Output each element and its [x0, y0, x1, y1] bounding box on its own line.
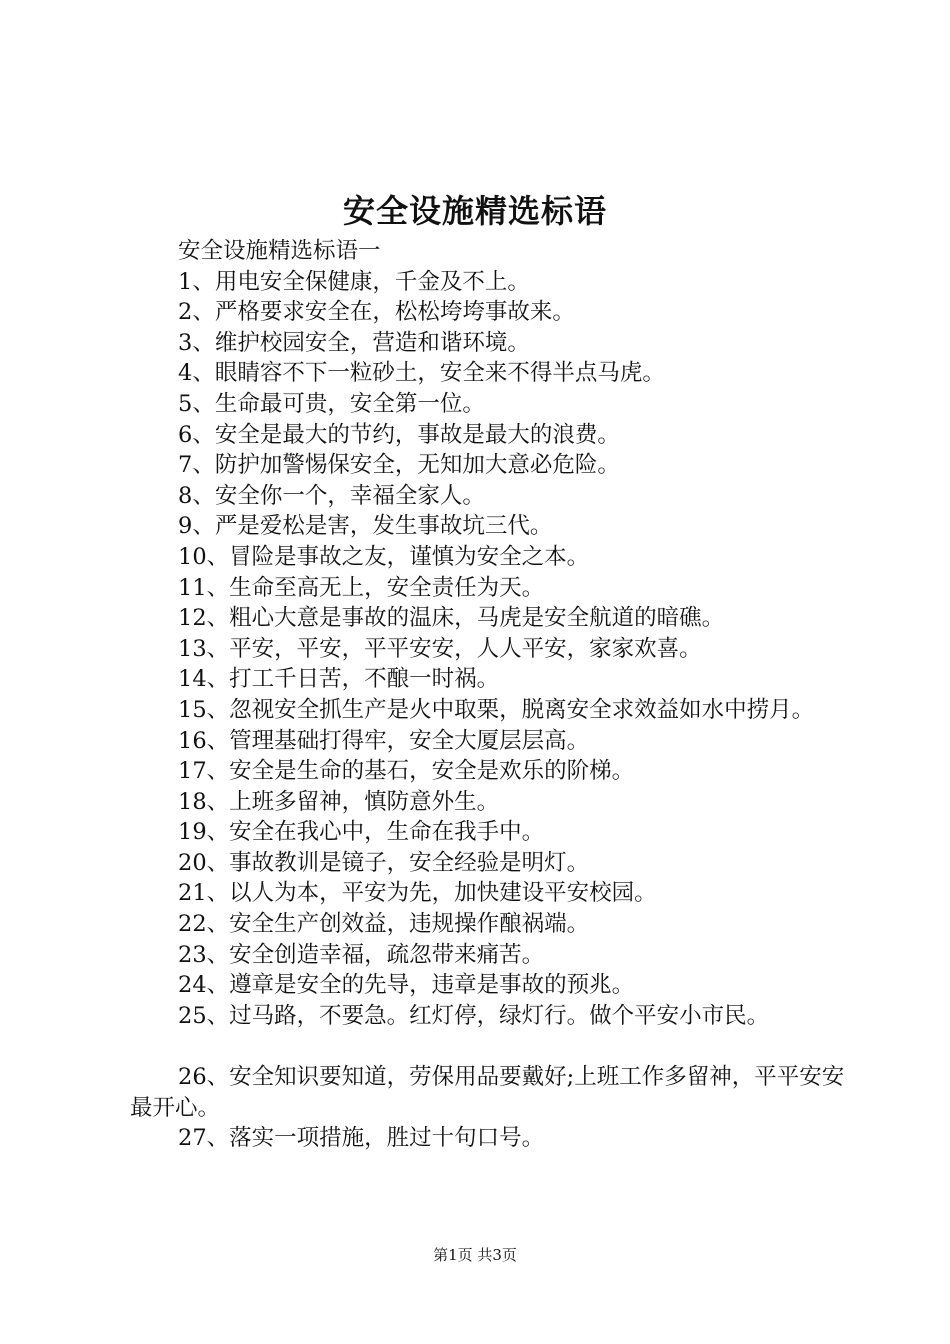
slogan-item: 14、打工千日苦，不酿一时祸。 — [178, 666, 500, 693]
slogan-item: 20、事故教训是镜子，安全经验是明灯。 — [178, 849, 590, 876]
section-heading: 安全设施精选标语一 — [178, 238, 381, 264]
slogan-item: 23、安全创造幸福，疏忽带来痛苦。 — [178, 941, 545, 968]
slogan-item: 25、过马路，不要急。红灯停，绿灯行。做个平安小市民。 — [178, 1002, 770, 1029]
slogan-item: 9、严是爱松是害，发生事故坑三代。 — [178, 513, 553, 540]
slogan-item: 22、安全生产创效益，违规操作酿祸端。 — [178, 911, 590, 938]
document-body — [130, 236, 850, 1154]
slogan-item: 7、防护加警惕保安全，无知加大意必危险。 — [178, 452, 620, 479]
slogan-item: 12、粗心大意是事故的温床，马虎是安全航道的暗礁。 — [178, 605, 725, 632]
slogan-item: 5、生命最可贵，安全第一位。 — [178, 390, 485, 417]
document-title: 安全设施精选标语 — [342, 192, 607, 230]
slogan-item: 15、忽视安全抓生产是火中取栗，脱离安全求效益如水中捞月。 — [178, 696, 815, 723]
slogan-item: 3、维护校园安全，营造和谐环境。 — [178, 329, 530, 356]
slogan-item: 17、安全是生命的基石，安全是欢乐的阶梯。 — [178, 758, 635, 785]
slogan-item: 16、管理基础打得牢，安全大厦层层高。 — [178, 727, 590, 754]
slogan-item: 1、用电安全保健康，千金及不上。 — [178, 268, 530, 295]
slogan-item: 10、冒险是事故之友，谨慎为安全之本。 — [178, 543, 590, 570]
slogan-item: 21、以人为本，平安为先，加快建设平安校园。 — [178, 880, 657, 907]
slogan-item: 13、平安，平安，平平安安，人人平安，家家欢喜。 — [178, 635, 702, 662]
slogan-item: 8、安全你一个，幸福全家人。 — [178, 482, 485, 509]
slogan-item: 11、生命至高无上，安全责任为天。 — [178, 574, 545, 601]
slogan-item: 26、安全知识要知道，劳保用品要戴好;上班工作多留神，平平安安最开心。 — [130, 1064, 845, 1121]
slogan-item: 19、安全在我心中，生命在我手中。 — [178, 819, 545, 846]
slogan-item: 24、遵章是安全的先导，违章是事故的预兆。 — [178, 972, 635, 999]
slogan-item: 18、上班多留神，慎防意外生。 — [178, 788, 500, 815]
slogan-item: 4、眼睛容不下一粒砂土，安全来不得半点马虎。 — [178, 360, 665, 387]
slogan-item: 6、安全是最大的节约，事故是最大的浪费。 — [178, 421, 620, 448]
slogan-item: 27、落实一项措施，胜过十句口号。 — [178, 1125, 545, 1152]
slogan-item: 2、严格要求安全在，松松垮垮事故来。 — [178, 299, 575, 326]
page-footer: 第1页 共3页 — [433, 1246, 517, 1264]
